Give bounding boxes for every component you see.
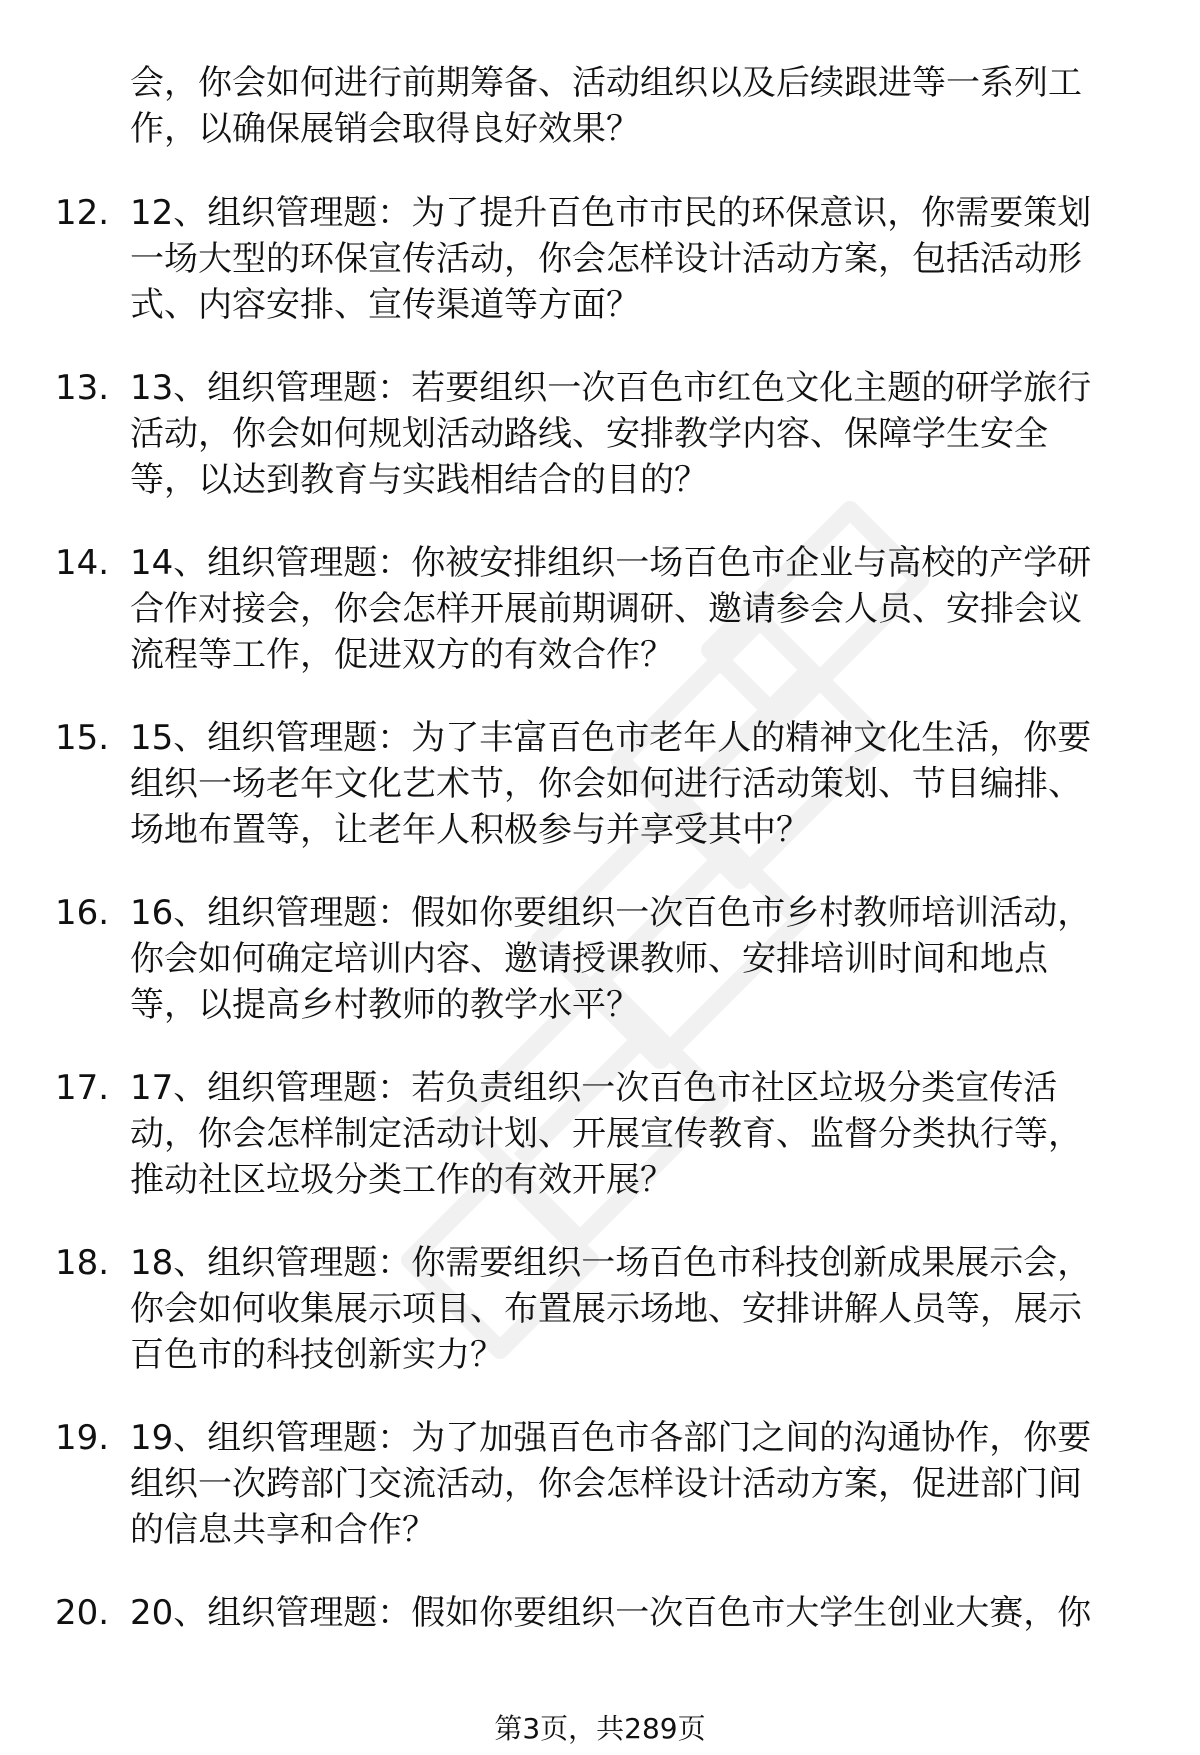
text-line: 13、组织管理题：若要组织一次百色市红色文化主题的研学旅行	[130, 368, 1092, 408]
text-line: 一场大型的环保宣传活动，你会怎样设计活动方案，包括活动形	[130, 239, 1082, 279]
text-line: 你会如何收集展示项目、布置展示场地、安排讲解人员等，展示	[130, 1289, 1082, 1329]
question-text	[55, 190, 1145, 328]
text-line: 作，以确保展销会取得良好效果？	[130, 109, 640, 149]
text-line: 15、组织管理题：为了丰富百色市老年人的精神文化生活，你要	[130, 718, 1092, 758]
page-footer: 第3页，共289页	[494, 1712, 706, 1745]
question-item-15	[55, 715, 1145, 853]
question-text	[55, 540, 1145, 678]
text-line: 百色市的科技创新实力？	[130, 1335, 504, 1375]
question-item-17	[55, 1065, 1145, 1203]
question-item-18	[55, 1240, 1145, 1378]
text-line: 20、组织管理题：假如你要组织一次百色市大学生创业大赛，你	[130, 1593, 1092, 1633]
list-number: 18.	[55, 1243, 110, 1283]
question-text	[55, 1240, 1145, 1378]
question-text	[55, 890, 1145, 1028]
list-number: 20.	[55, 1593, 110, 1633]
list-number: 12.	[55, 193, 110, 233]
question-text	[55, 1415, 1145, 1553]
text-line: 等，以提高乡村教师的教学水平？	[130, 985, 640, 1025]
question-item-16	[55, 890, 1145, 1028]
text-line: 式、内容安排、宣传渠道等方面？	[130, 285, 640, 325]
text-line: 18、组织管理题：你需要组织一场百色市科技创新成果展示会，	[130, 1243, 1092, 1283]
list-number: 14.	[55, 543, 110, 583]
text-line: 推动社区垃圾分类工作的有效开展？	[130, 1160, 674, 1200]
text-line: 17、组织管理题：若负责组织一次百色市社区垃圾分类宣传活	[130, 1068, 1058, 1108]
question-text	[55, 1590, 1145, 1636]
text-line: 12、组织管理题：为了提升百色市市民的环保意识，你需要策划	[130, 193, 1092, 233]
document-body	[55, 60, 1145, 1636]
question-text	[55, 1065, 1145, 1203]
list-number: 19.	[55, 1418, 110, 1458]
text-line: 你会如何确定培训内容、邀请授课教师、安排培训时间和地点	[130, 939, 1048, 979]
text-line: 活动，你会如何规划活动路线、安排教学内容、保障学生安全	[130, 414, 1048, 454]
list-number: 17.	[55, 1068, 110, 1108]
question-item-19	[55, 1415, 1145, 1553]
text-line: 等，以达到教育与实践相结合的目的？	[130, 460, 708, 500]
text-line: 的信息共享和合作？	[130, 1510, 436, 1550]
list-number: 13.	[55, 368, 110, 408]
text-line: 16、组织管理题：假如你要组织一次百色市乡村教师培训活动，	[130, 893, 1092, 933]
question-item-14	[55, 540, 1145, 678]
question-item-20	[55, 1590, 1145, 1636]
text-line: 组织一场老年文化艺术节，你会如何进行活动策划、节目编排、	[130, 764, 1082, 804]
list-number: 15.	[55, 718, 110, 758]
question-text	[55, 365, 1145, 503]
text-line: 14、组织管理题：你被安排组织一场百色市企业与高校的产学研	[130, 543, 1092, 583]
previous-question-continuation	[55, 60, 1145, 152]
text-line: 会，你会如何进行前期筹备、活动组织以及后续跟进等一系列工	[130, 63, 1082, 103]
text-line: 合作对接会，你会怎样开展前期调研、邀请参会人员、安排会议	[130, 589, 1082, 629]
text-line: 19、组织管理题：为了加强百色市各部门之间的沟通协作，你要	[130, 1418, 1092, 1458]
text-line: 组织一次跨部门交流活动，你会怎样设计活动方案，促进部门间	[130, 1464, 1082, 1504]
question-item-12	[55, 190, 1145, 328]
list-number: 16.	[55, 893, 110, 933]
text-line: 动，你会怎样制定活动计划、开展宣传教育、监督分类执行等，	[130, 1114, 1082, 1154]
text-line: 流程等工作，促进双方的有效合作？	[130, 635, 674, 675]
text-line: 场地布置等，让老年人积极参与并享受其中？	[130, 810, 810, 850]
question-text	[55, 715, 1145, 853]
question-item-13	[55, 365, 1145, 503]
